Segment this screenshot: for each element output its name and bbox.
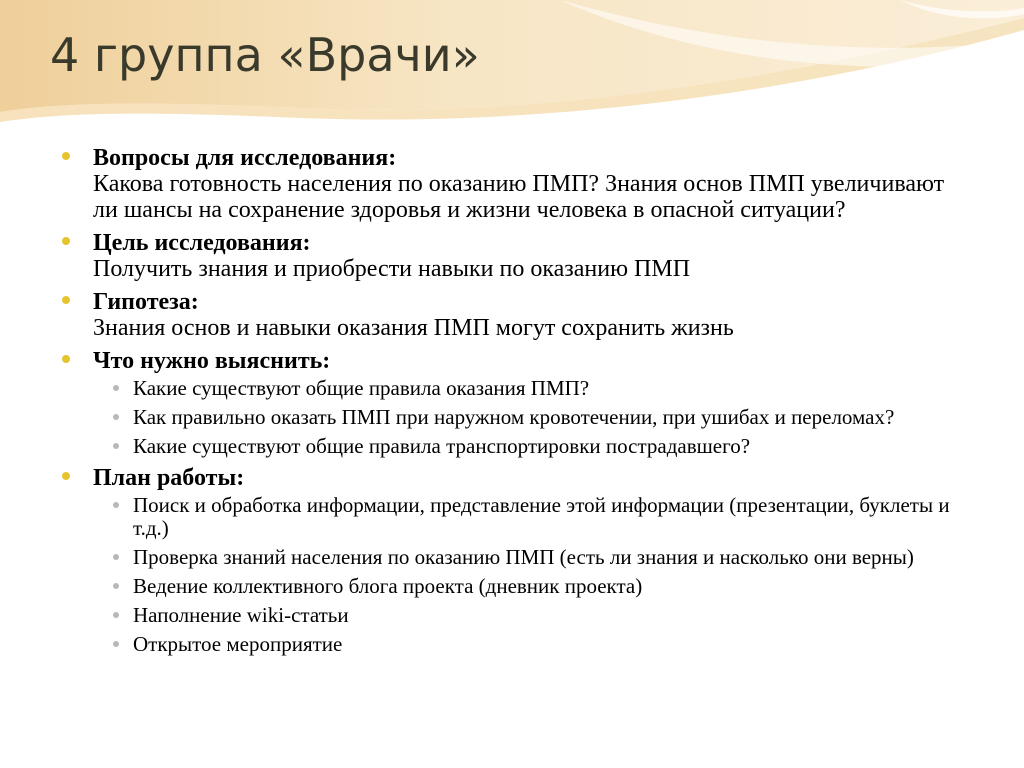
sublist-item-text: Какие существуют общие правила транспортировки пострадавшего? <box>133 434 751 458</box>
sub-bullet-icon <box>113 385 119 391</box>
list-item-work-plan <box>62 465 972 656</box>
list-item-hypothesis <box>62 289 972 341</box>
bullet-icon <box>62 152 70 160</box>
item-heading: Что нужно выяснить: <box>93 348 331 374</box>
bullet-icon <box>62 472 70 480</box>
sublist-item-text: Как правильно оказать ПМП при наружном кровотечении, при ушибах и переломах? <box>133 405 895 429</box>
bullet-icon <box>62 296 70 304</box>
sublist <box>93 494 972 656</box>
sub-bullet-icon <box>113 502 119 508</box>
sub-bullet-icon <box>113 443 119 449</box>
sublist-item-text: Открытое мероприятие <box>133 632 343 656</box>
item-heading: Вопросы для исследования: <box>93 145 397 171</box>
content-list <box>62 145 972 663</box>
bullet-icon <box>62 237 70 245</box>
item-heading: Цель исследования: <box>93 230 311 256</box>
list-item-research-questions <box>62 145 972 223</box>
item-heading: Гипотеза: <box>93 289 199 315</box>
sublist-item <box>93 575 972 598</box>
sub-bullet-icon <box>113 414 119 420</box>
sub-bullet-icon <box>113 641 119 647</box>
item-heading: План работы: <box>93 465 245 491</box>
sublist-item <box>93 633 972 656</box>
list-item-to-find-out <box>62 348 972 458</box>
sublist-item-text: Ведение коллективного блога проекта (дневник проекта) <box>133 574 643 598</box>
sublist-item <box>93 435 972 458</box>
sublist-item-text: Какие существуют общие правила оказания ПМП? <box>133 376 590 400</box>
bullet-icon <box>62 355 70 363</box>
sublist <box>93 377 972 458</box>
sub-bullet-icon <box>113 554 119 560</box>
sublist-item <box>93 406 972 429</box>
sub-bullet-icon <box>113 612 119 618</box>
sublist-item-text: Поиск и обработка информации, представление этой информации (презентации, буклеты и т.д.) <box>133 493 950 540</box>
list-item-research-goal <box>62 230 972 282</box>
sublist-item <box>93 494 972 540</box>
page-title: 4 группа «Врачи» <box>50 28 480 82</box>
sublist-item <box>93 604 972 627</box>
sublist-item <box>93 377 972 400</box>
item-text: Какова готовность населения по оказанию ПМП? Знания основ ПМП увеличивают ли шансы на сохранение здоровья и жизни человека в опасной ситуации? <box>93 171 945 223</box>
sublist-item <box>93 546 972 569</box>
sublist-item-text: Проверка знаний населения по оказанию ПМП (есть ли знания и насколько они верны) <box>133 545 914 569</box>
sublist-item-text: Наполнение wiki-статьи <box>133 603 349 627</box>
item-text: Получить знания и приобрести навыки по оказанию ПМП <box>93 256 691 282</box>
item-text: Знания основ и навыки оказания ПМП могут сохранить жизнь <box>93 315 734 341</box>
sub-bullet-icon <box>113 583 119 589</box>
